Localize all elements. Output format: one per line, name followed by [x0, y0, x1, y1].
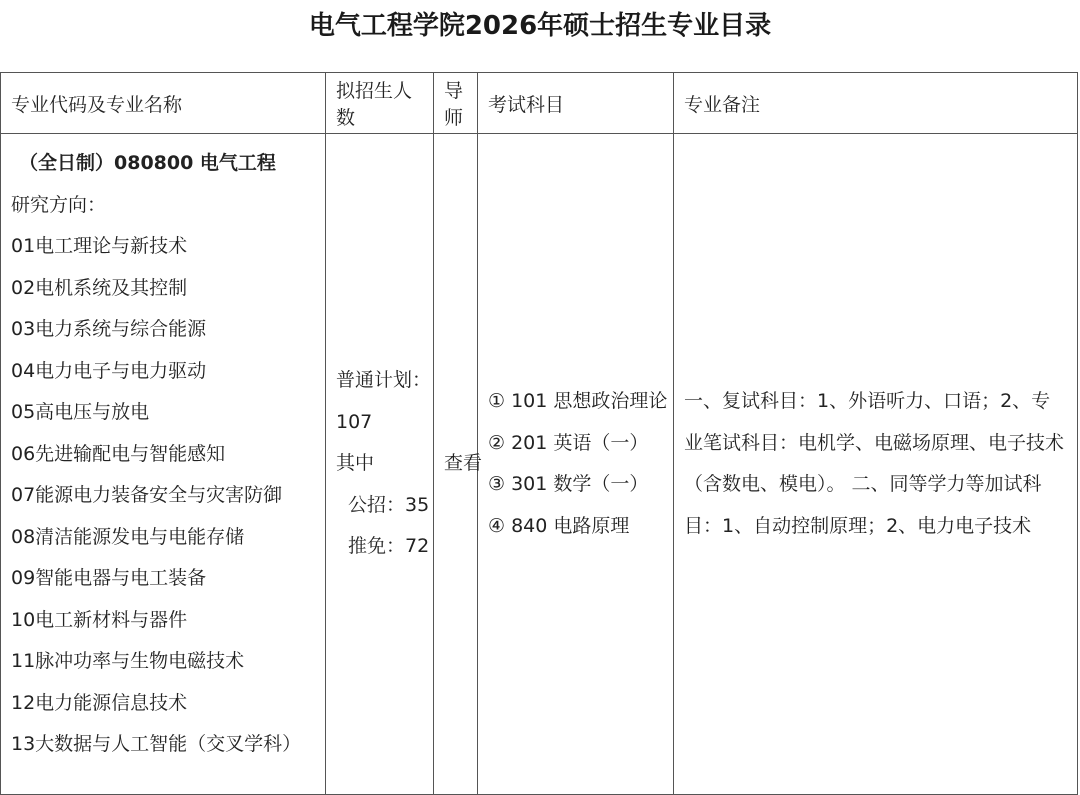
direction-item: 02电机系统及其控制 — [11, 276, 188, 299]
header-notes: 专业备注 — [674, 73, 1078, 134]
direction-item: 11脉冲功率与生物电磁技术 — [11, 650, 245, 672]
catalog-table — [0, 72, 1078, 795]
header-exam-subjects: 考试科目 — [478, 73, 674, 134]
quota-cell — [326, 134, 434, 795]
header-major: 专业代码及专业名称 — [1, 73, 326, 134]
header-quota: 拟招生人数 — [326, 73, 434, 134]
header-advisor: 导师 — [434, 73, 478, 134]
directions-label: 研究方向： — [11, 193, 107, 216]
direction-item: 13大数据与人工智能（交叉学科） — [11, 733, 302, 755]
direction-item: 12电力能源信息技术 — [11, 691, 188, 714]
exam-subject-item: ② 201 英语（一） — [488, 431, 649, 454]
notes-text: 一、复试科目：1、外语听力、口语；2、专业笔试科目：电机学、电磁场原理、电子技术（含数电、模电）。 二、同等学力等加试科目：1、自动控制原理；2、电力电子技术 — [684, 390, 1065, 537]
exam-subject-item: ④ 840 电路原理 — [488, 514, 630, 537]
direction-item: 05高电压与放电 — [11, 401, 150, 423]
major-cell — [1, 134, 326, 795]
major-title: （全日制）080800 电气工程 — [19, 152, 276, 174]
advisor-view-link[interactable]: 查看 — [444, 452, 483, 475]
quota-plan-total: 107 — [336, 410, 373, 433]
direction-item: 04电力电子与电力驱动 — [11, 359, 207, 382]
direction-item: 10电工新材料与器件 — [11, 608, 188, 631]
quota-public: 公招：35 — [348, 493, 430, 516]
exam-subject-item: ① 101 思想政治理论 — [488, 390, 668, 412]
quota-plan-label: 普通计划： — [336, 369, 432, 392]
quota-exempt: 推免：72 — [348, 535, 430, 558]
direction-item: 08清洁能源发电与电能存储 — [11, 525, 245, 548]
notes-cell — [674, 134, 1078, 795]
direction-item: 03电力系统与综合能源 — [11, 318, 207, 340]
table-header-row — [1, 73, 1078, 134]
direction-item: 01电工理论与新技术 — [11, 235, 188, 257]
table-row — [1, 134, 1078, 795]
exam-subjects-cell — [478, 134, 674, 795]
direction-item: 06先进输配电与智能感知 — [11, 442, 226, 465]
quota-among-label: 其中 — [336, 452, 375, 475]
page-title: 电气工程学院2026年硕士招生专业目录 — [308, 11, 772, 41]
direction-item: 07能源电力装备安全与灾害防御 — [11, 484, 283, 506]
advisor-cell — [434, 134, 483, 795]
exam-subject-item: ③ 301 数学（一） — [488, 473, 649, 495]
direction-item: 09智能电器与电工装备 — [11, 567, 207, 589]
